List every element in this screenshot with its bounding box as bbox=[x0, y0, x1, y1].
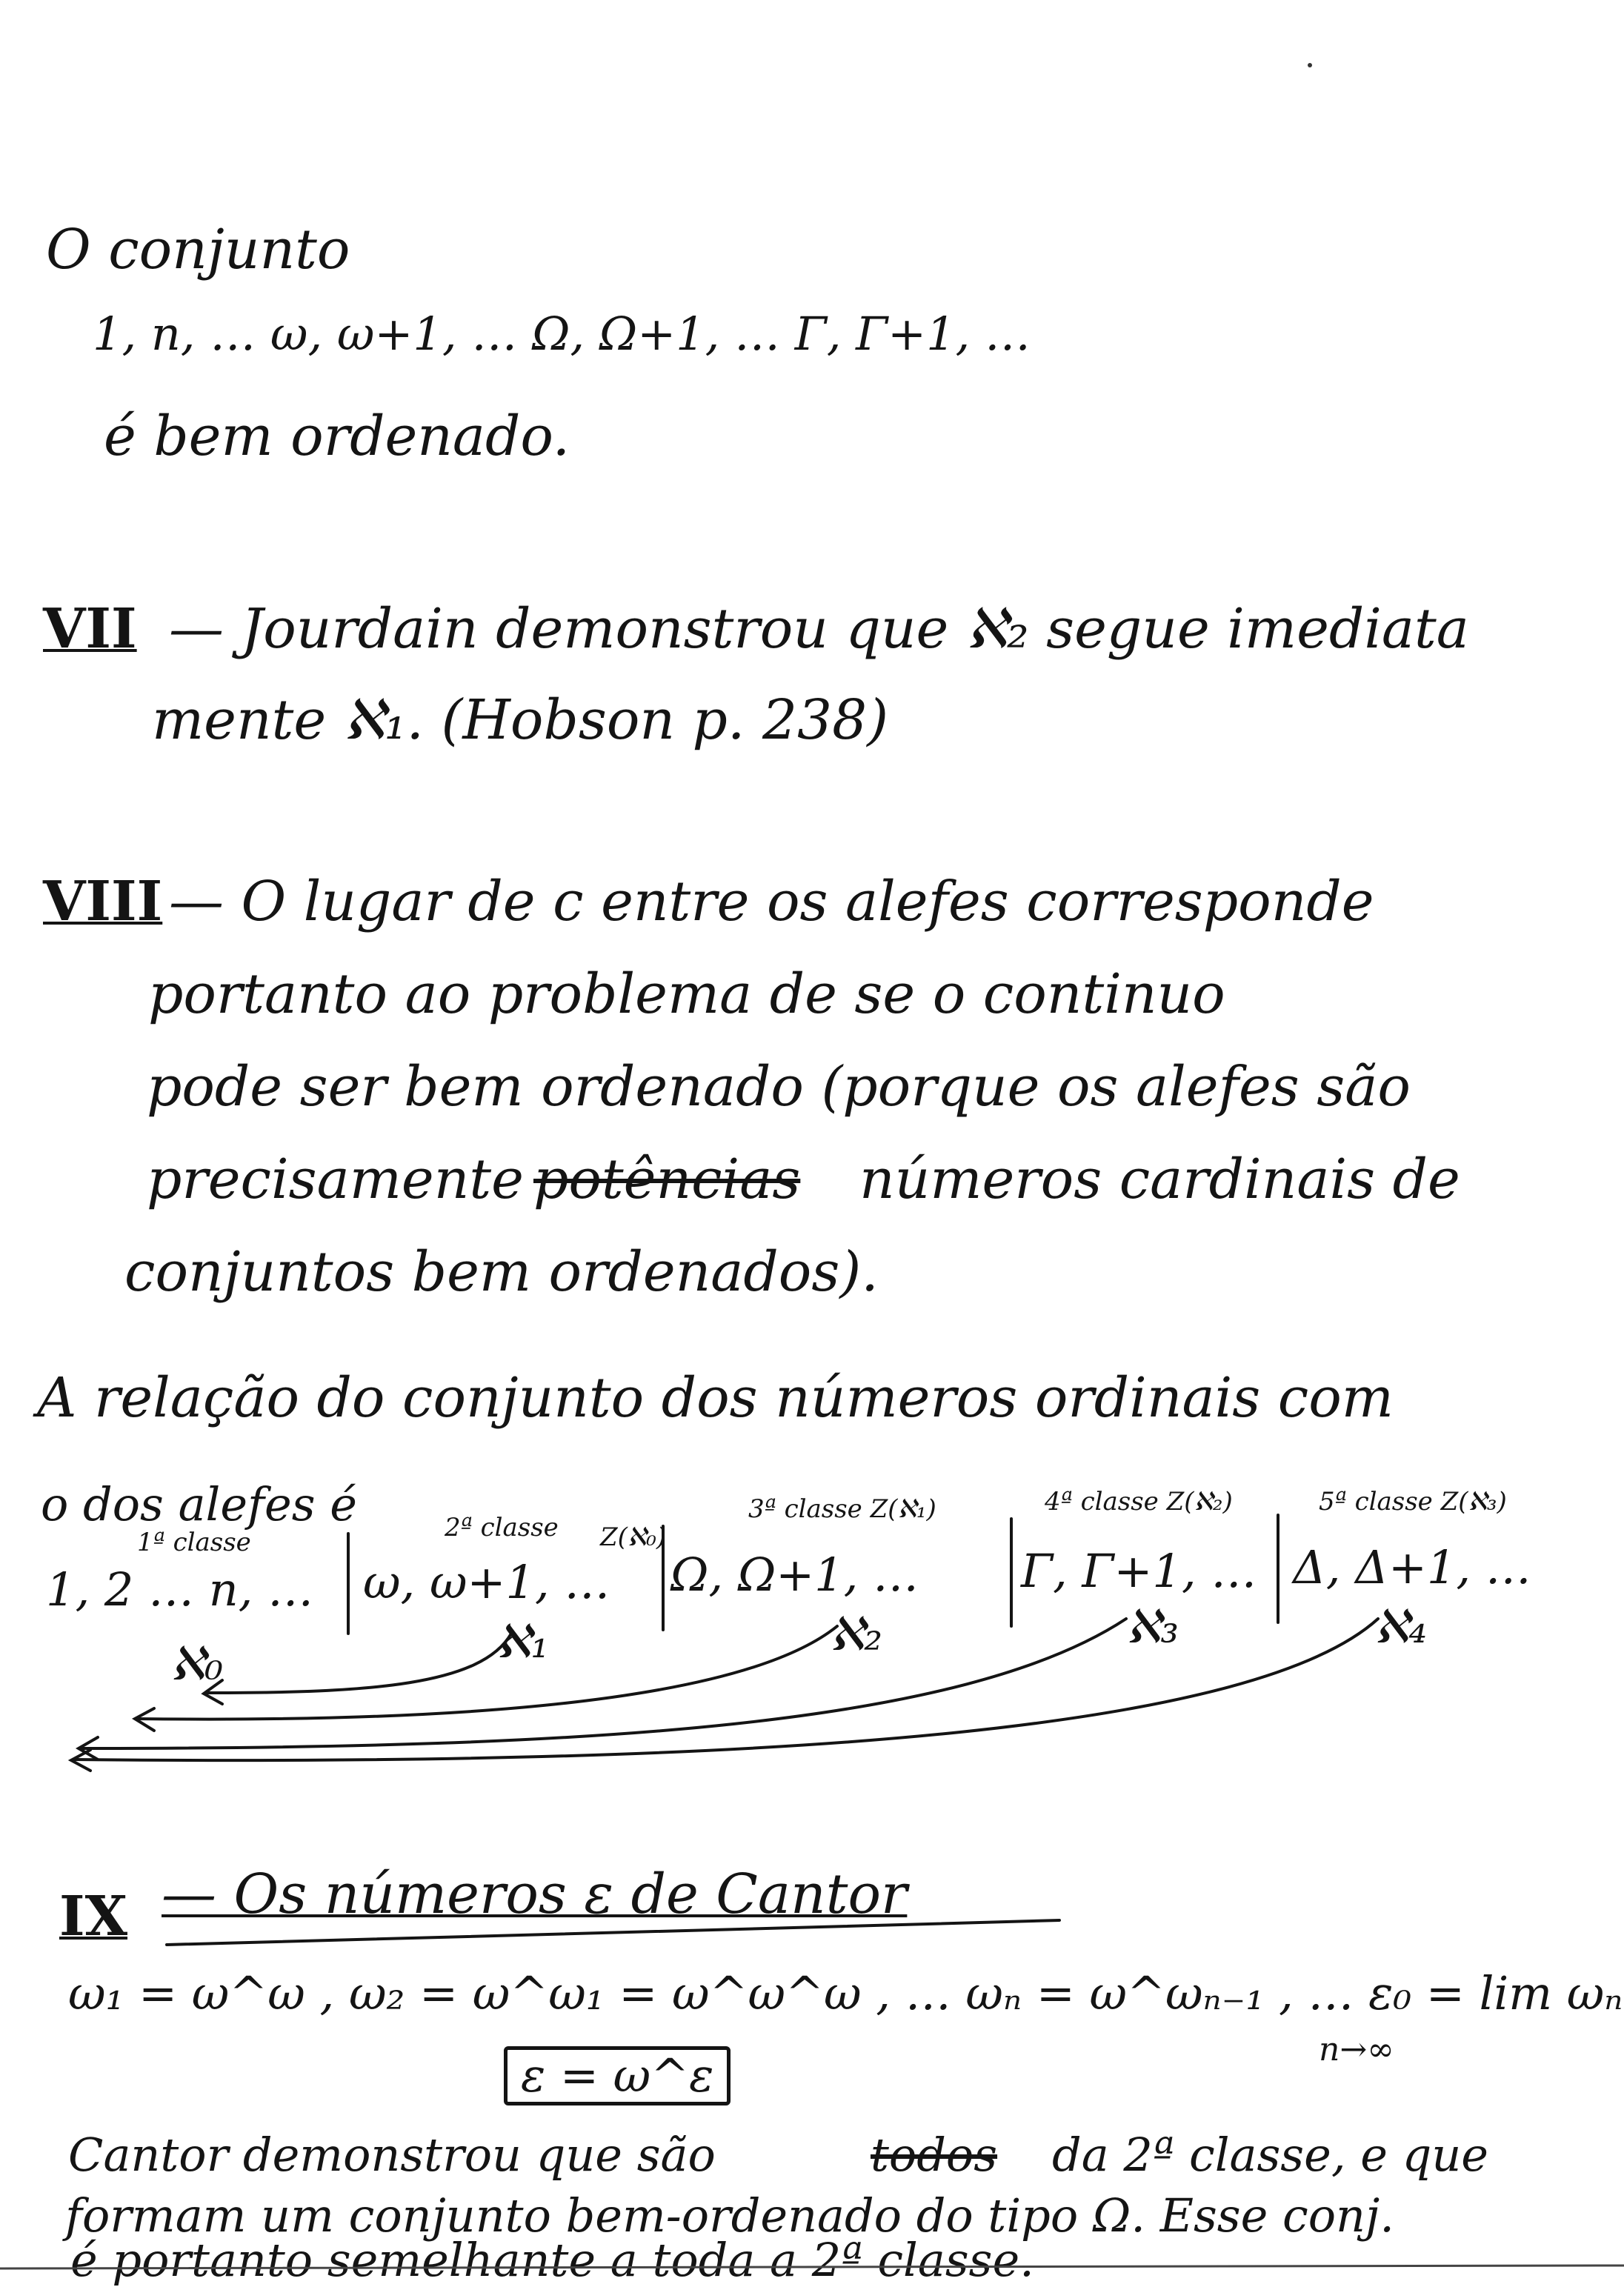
arrow-aleph4-to-aleph0 bbox=[74, 1614, 1378, 1760]
class-label-2: 2ª classe bbox=[445, 1513, 559, 1542]
ordinal-group-5: Δ, Δ+1, … bbox=[1293, 1540, 1531, 1594]
arrowhead-3 bbox=[79, 1737, 98, 1760]
section-ix-title: — Os números ε de Cantor bbox=[162, 1862, 908, 1926]
section-ix-line-2: formam um conjunto bem-ordenado do tipo Ω. Esse conj. bbox=[65, 2188, 1394, 2243]
section-ix-line-1b: da 2ª classe, e que bbox=[1052, 2128, 1488, 2182]
aleph-4: ℵ₄ bbox=[1374, 1599, 1428, 1654]
ordinal-group-1: 1, 2 … n, … bbox=[46, 1562, 314, 1617]
struck-word-potencias: potências bbox=[533, 1148, 801, 1211]
section-ix-line-3: é portanto semelhante a toda a 2ª classe. bbox=[70, 2233, 1034, 2287]
limit-subscript: n→∞ bbox=[1319, 2031, 1394, 2068]
arrowhead-4 bbox=[71, 1750, 90, 1771]
section-viii-line-2: portanto ao problema de se o continuo bbox=[148, 962, 1225, 1026]
section-ix-line-1a: Cantor demonstrou que são bbox=[68, 2128, 716, 2182]
section-viii-line-3: pode ser bem ordenado (porque os alefes são bbox=[147, 1055, 1411, 1119]
arrowhead-2 bbox=[135, 1708, 154, 1731]
page-speck bbox=[1308, 63, 1312, 67]
section-viii-line-4b: números cardinais de bbox=[859, 1148, 1460, 1211]
ordinal-sequence: 1, n, … ω, ω+1, … Ω, Ω+1, … Γ, Γ+1, … bbox=[93, 307, 1031, 361]
struck-word-todos: todos bbox=[871, 2128, 998, 2182]
section-viii-line-4a: precisamente bbox=[147, 1148, 524, 1211]
relation-line-1: A relação do conjunto dos números ordinais com bbox=[37, 1366, 1394, 1430]
section-numeral-vii: VII bbox=[43, 597, 137, 661]
arrow-aleph2-to-aleph0 bbox=[137, 1626, 837, 1720]
section-viii-line-5: conjuntos bem ordenados). bbox=[124, 1240, 879, 1304]
text-line-3: é bem ordenado. bbox=[104, 405, 570, 468]
aleph-3: ℵ₃ bbox=[1126, 1599, 1179, 1654]
ordinal-group-2: ω, ω+1, … bbox=[363, 1555, 610, 1609]
arrow-aleph3-to-aleph0 bbox=[81, 1614, 1126, 1748]
aleph-0: ℵ₀ bbox=[170, 1637, 224, 1691]
class-label-2-z: Z(ℵ₀) bbox=[600, 1522, 667, 1552]
class-label-4: 4ª classe Z(ℵ₂) bbox=[1045, 1487, 1233, 1517]
ordinal-group-4: Γ, Γ+1, … bbox=[1021, 1544, 1257, 1598]
section-vii-line-1: — Jourdain demonstrou que ℵ₂ segue imediata bbox=[169, 597, 1469, 661]
aleph-2: ℵ₂ bbox=[830, 1607, 883, 1661]
aleph-1: ℵ₁ bbox=[496, 1614, 550, 1668]
arrow-aleph1-to-aleph0 bbox=[207, 1634, 511, 1693]
class-label-1: 1ª classe bbox=[137, 1528, 251, 1557]
class-label-5: 5ª classe Z(ℵ₃) bbox=[1319, 1487, 1507, 1517]
class-label-3: 3ª classe Z(ℵ₁) bbox=[748, 1494, 936, 1524]
section-ix-formula: ω₁ = ω^ω , ω₂ = ω^ω₁ = ω^ω^ω , … ωₙ = ω^ωₙ₋₁ , … ε₀ = lim ωₙ bbox=[68, 1966, 1623, 2020]
ordinal-group-3: Ω, Ω+1, … bbox=[670, 1548, 919, 1602]
text-line-1: O conjunto bbox=[46, 218, 350, 282]
section-vii-line-2: mente ℵ₁. (Hobson p. 238) bbox=[152, 688, 889, 752]
relation-line-2: o dos alefes é bbox=[41, 1477, 357, 1531]
section-viii-line-1: — O lugar de c entre os alefes corresponde bbox=[169, 870, 1374, 933]
section-numeral-ix: IX bbox=[59, 1885, 128, 1948]
section-numeral-viii: VIII bbox=[43, 870, 163, 933]
boxed-equation: ε = ω^ε bbox=[504, 2046, 731, 2105]
